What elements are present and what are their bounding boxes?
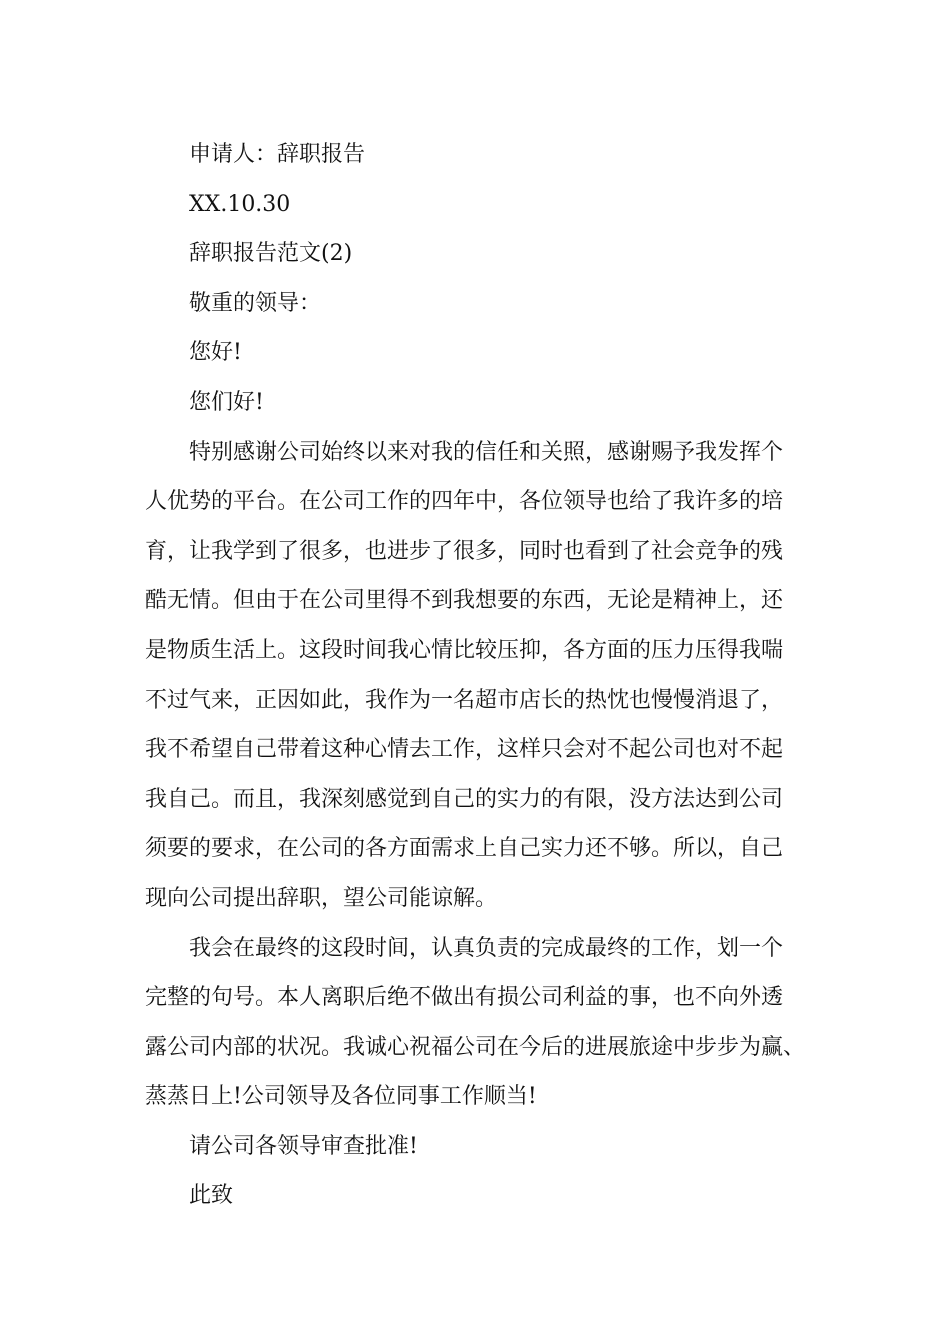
paragraph-1-line: 我不希望自己带着这种心情去工作，这样只会对不起公司也对不起: [145, 737, 784, 763]
document-title: 辞职报告范文(2): [189, 241, 353, 267]
paragraph-1-line: 不过气来，正因如此，我作为一名超市店长的热忱也慢慢消退了，: [145, 687, 784, 713]
document-body: [145, 130, 835, 1221]
paragraph-1-line: 须要的要求，在公司的各方面需求上自己实力还不够。所以，自己: [145, 836, 784, 862]
paragraph-2: [145, 924, 835, 1122]
paragraph-2-line: 露公司内部的状况。我诚心祝福公司在今后的进展旅途中步步为赢、: [145, 1034, 806, 1060]
paragraph-1-line: 现向公司提出辞职，望公司能谅解。: [145, 885, 498, 911]
greeting-2: 您们好!: [189, 389, 264, 415]
salutation: 敬重的领导：: [189, 290, 322, 316]
paragraph-1-line: 育，让我学到了很多，也进步了很多，同时也看到了社会竞争的残: [145, 538, 784, 564]
paragraph-1-line: 人优势的平台。在公司工作的四年中，各位领导也给了我许多的培: [145, 489, 784, 515]
paragraph-1-line: 特别感谢公司始终以来对我的信任和关照，感谢赐予我发挥个: [189, 439, 784, 465]
paragraph-2-line: 蒸蒸日上!公司领导及各位同事工作顺当!: [145, 1084, 537, 1110]
paragraph-2-line: 我会在最终的这段时间，认真负责的完成最终的工作，划一个: [189, 935, 784, 961]
paragraph-1-line: 是物质生活上。这段时间我心情比较压抑，各方面的压力压得我喘: [145, 637, 784, 663]
paragraph-1-line: 我自己。而且，我深刻感觉到自己的实力的有限，没方法达到公司: [145, 786, 784, 812]
paragraph-1-line: 酷无情。但由于在公司里得不到我想要的东西，无论是精神上，还: [145, 588, 784, 614]
paragraph-2-line: 完整的句号。本人离职后绝不做出有损公司利益的事，也不向外透: [145, 985, 784, 1011]
date-line: XX.10.30: [189, 191, 291, 217]
paragraph-1: [145, 428, 835, 924]
approval-request: 请公司各领导审查批准!: [189, 1133, 418, 1159]
greeting-1: 您好!: [189, 340, 242, 366]
applicant-line: 申请人：辞职报告: [189, 142, 366, 167]
closing-phrase: 此致: [189, 1183, 234, 1209]
